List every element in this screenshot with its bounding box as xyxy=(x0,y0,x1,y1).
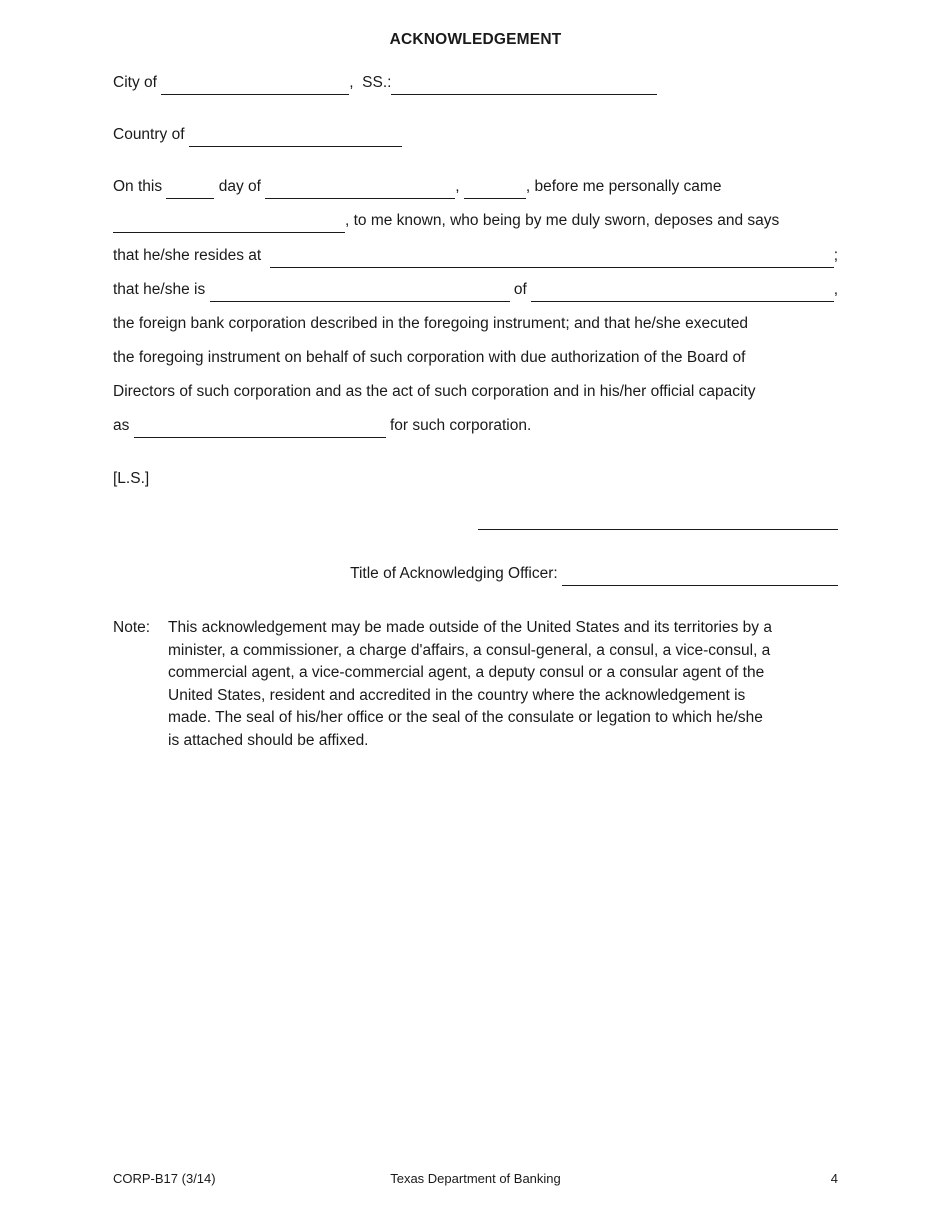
month-blank[interactable] xyxy=(265,183,455,200)
line-text: , xyxy=(833,281,838,298)
line-text: City of xyxy=(113,74,162,91)
note-label: Note: xyxy=(113,619,151,636)
day-number-blank[interactable] xyxy=(166,183,214,200)
line-text: day of xyxy=(214,178,266,195)
body-line-3 xyxy=(113,382,838,402)
page-footer xyxy=(113,1171,838,1187)
footer-page-number: 4 xyxy=(830,1171,838,1186)
note-text xyxy=(168,617,836,753)
city-blank[interactable] xyxy=(161,79,349,96)
page-title: ACKNOWLEDGEMENT xyxy=(389,31,562,48)
note-line: commercial agent, a vice-commercial agent, a deputy consul or a consular agent of the xyxy=(168,664,765,682)
year-blank[interactable] xyxy=(464,183,526,200)
country-blank[interactable] xyxy=(189,131,402,148)
line-text: , before me personally came xyxy=(525,178,722,195)
line-text: that he/she resides at xyxy=(113,247,270,264)
ls-seal-line xyxy=(113,469,838,489)
line-text: of xyxy=(509,281,532,298)
line-text: as xyxy=(113,417,134,434)
note-block xyxy=(113,617,836,753)
city-ss-line xyxy=(113,73,838,93)
line-text: Directors of such corporation and as the act of such corporation and in his/her official capacity xyxy=(113,383,756,400)
line-text: On this xyxy=(113,178,167,195)
position-line xyxy=(113,280,838,300)
note-line: made. The seal of his/her office or the seal of the consulate or legation to which he/she xyxy=(168,709,763,727)
capacity-line xyxy=(113,416,838,436)
name-line xyxy=(113,211,838,231)
note-line: minister, a commissioner, a charge d'affairs, a consul-general, a consul, a vice-consul, a xyxy=(168,641,771,659)
footer-department: Texas Department of Banking xyxy=(390,1171,561,1186)
body-line-2 xyxy=(113,348,838,368)
body-line-1 xyxy=(113,314,838,334)
capacity-blank[interactable] xyxy=(134,422,386,439)
line-text: Country of xyxy=(113,126,189,143)
residence-blank[interactable] xyxy=(270,252,834,269)
line-text: that he/she is xyxy=(113,281,210,298)
line-text: Title of Acknowledging Officer: xyxy=(350,565,562,582)
name-blank[interactable] xyxy=(113,217,345,234)
corporation-name-blank[interactable] xyxy=(531,286,834,303)
line-text: for such corporation. xyxy=(385,417,532,434)
note-line: This acknowledgement may be made outside of the United States and its territories by a xyxy=(168,619,772,636)
country-line xyxy=(113,125,838,145)
line-text: , to me known, who being by me duly sworn, deposes and says xyxy=(345,212,780,229)
line-text: , SS.: xyxy=(349,74,392,91)
position-blank[interactable] xyxy=(210,286,510,303)
line-text: ; xyxy=(833,247,838,264)
signature-line xyxy=(113,511,838,528)
line-text: the foregoing instrument on behalf of such corporation with due authorization of the Board of xyxy=(113,349,746,366)
resides-line xyxy=(113,246,838,266)
footer-form-number: CORP-B17 (3/14) xyxy=(113,1171,216,1186)
note-line: is attached should be affixed. xyxy=(168,731,369,749)
acknowledging-officer-signature-blank[interactable] xyxy=(478,513,838,530)
line-text: , xyxy=(455,178,464,195)
line-text: [L.S.] xyxy=(113,470,150,487)
officer-title-blank[interactable] xyxy=(562,570,838,587)
note-line: United States, resident and accredited in the country where the acknowledgement is xyxy=(168,686,746,704)
officer-title-line xyxy=(113,564,838,584)
line-text: the foreign bank corporation described in the foregoing instrument; and that he/she executed xyxy=(113,315,749,332)
ss-blank[interactable] xyxy=(391,79,657,96)
on-this-line xyxy=(113,177,838,197)
